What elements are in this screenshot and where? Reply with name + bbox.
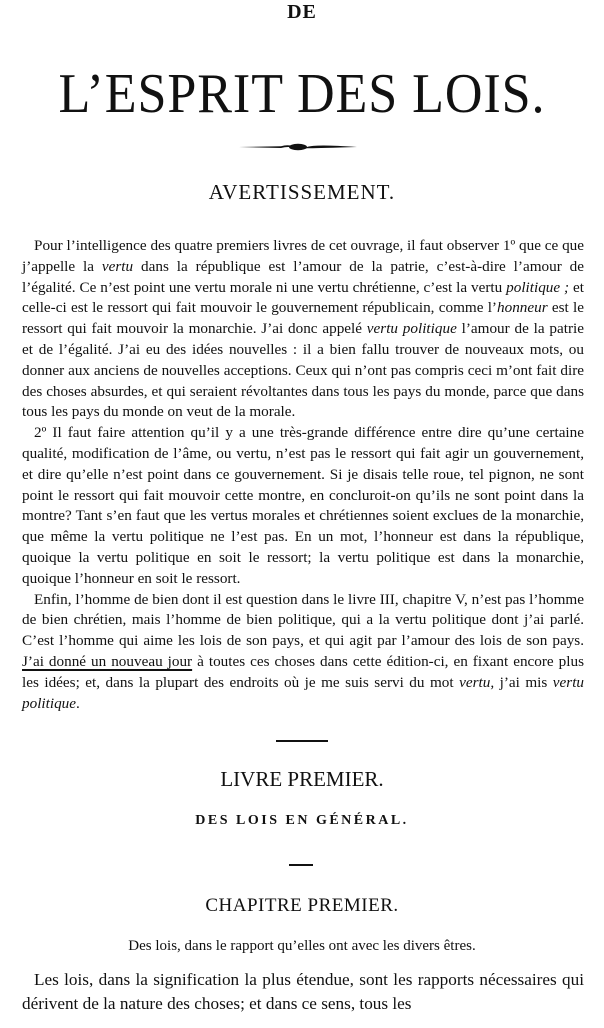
italic-term: vertu bbox=[101, 257, 134, 275]
text-run: à toutes ces choses dans cette édition-ci, en fixant encore plus les idées; et, dans la plupart des endroits où je me suis servi du mot bbox=[22, 652, 584, 691]
chapter-divider bbox=[289, 864, 313, 866]
avertissement-paragraph-3 bbox=[22, 590, 584, 715]
livre-subtitle: DES LOIS EN GÉNÉRAL. bbox=[195, 813, 409, 828]
chapitre-paragraph-1: Les lois, dans la signification la plus étendue, sont les rapports nécessaires qui dérivent de la nature des choses; et dans ce sens, tous les bbox=[22, 970, 584, 1013]
text-run: Pour l’intelligence des quatre premiers livres de cet ouvrage, il faut observer 1º que ce que j’appelle la bbox=[22, 237, 584, 275]
text-run: est le ressort qui fait mouvoir la monarchie. J’ai donc appelé bbox=[22, 299, 584, 338]
underlined-phrase: J’ai donné un nouveau jour bbox=[22, 652, 193, 670]
italic-term: honneur bbox=[497, 299, 548, 317]
avertissement-heading: AVERTISSEMENT. bbox=[208, 180, 396, 204]
italic-term: politique ; bbox=[506, 278, 570, 296]
text-run: dans la république est l’amour de la patrie, c’est-à-dire l’amour de l’égalité. Ce n’est point une vertu morale ni une vertu chrétienne, c’est la vertu bbox=[22, 257, 584, 296]
text-run: et celle-ci est le ressort qui fait mouvoir le gouvernement républicain, comme l’ bbox=[22, 278, 584, 317]
text-run: j’ai mis bbox=[494, 673, 553, 691]
avertissement-paragraph-2: 2º Il faut faire attention qu’il y a une très-grande différence entre dire qu’une certaine qualité, modification de l’âme, ou vertu, n’est pas le ressort qui fait agir un gouvernement, et dire qu’elle n’est point dans ce gouvernement. Si je disais telle roue, tel pignon, ne sont point le ressort qui fait mouvoir cette montre, en concluroit-on qu’ils ne sont point dans la montre? Tant s’en faut que les vertus morales et chrétiennes soient exclues de la monarchie, que même la vertu politique ne l’est pas. En un mot, l’honneur est dans la république, quoique la vertu politique en soit le ressort; la vertu politique est dans la monarchie, quoique l’honneur en soit le ressort. bbox=[22, 424, 584, 587]
italic-term: vertu politique bbox=[366, 320, 457, 338]
title-prefix: DE bbox=[287, 1, 317, 23]
book-title: L’ESPRIT DES LOIS. bbox=[58, 63, 546, 125]
text-run: Enfin, l’homme de bien dont il est question dans le livre III, chapitre V, n’est pas l’homme de bien chrétien, mais l’homme de bien politique, qui a la vertu politique dont j’ai parlé. C’est l’homme qui aime les lois de son pays, et qui agit par l’amour des lois de son pays. bbox=[22, 590, 584, 650]
chapitre-body bbox=[22, 968, 584, 1016]
italic-term: vertu politique bbox=[22, 673, 585, 712]
chapitre-subtitle: Des lois, dans le rapport qu’elles ont avec les divers êtres. bbox=[128, 938, 476, 954]
chapitre-title: CHAPITRE PREMIER. bbox=[205, 895, 399, 916]
livre-title: LIVRE PREMIER. bbox=[220, 767, 384, 791]
avertissement-body bbox=[22, 236, 584, 714]
italic-term: vertu, bbox=[459, 673, 495, 691]
section-divider bbox=[276, 740, 328, 742]
ornament-divider-icon bbox=[237, 140, 359, 154]
text-run: . bbox=[76, 694, 80, 712]
avertissement-paragraph-1 bbox=[22, 236, 584, 423]
text-run: l’amour de la patrie et de l’égalité. J’ai eu des idées nouvelles : il a bien fallu trouver de nouveaux mots, ou donner aux anciens de nouvelles acceptions. Ceux qui n’ont pas compris ceci m’ont fait dire des choses absurdes, et qui seraient révoltantes dans tous les pays du monde, parce que dans tous les pays du monde on veut de la morale. bbox=[22, 320, 584, 421]
